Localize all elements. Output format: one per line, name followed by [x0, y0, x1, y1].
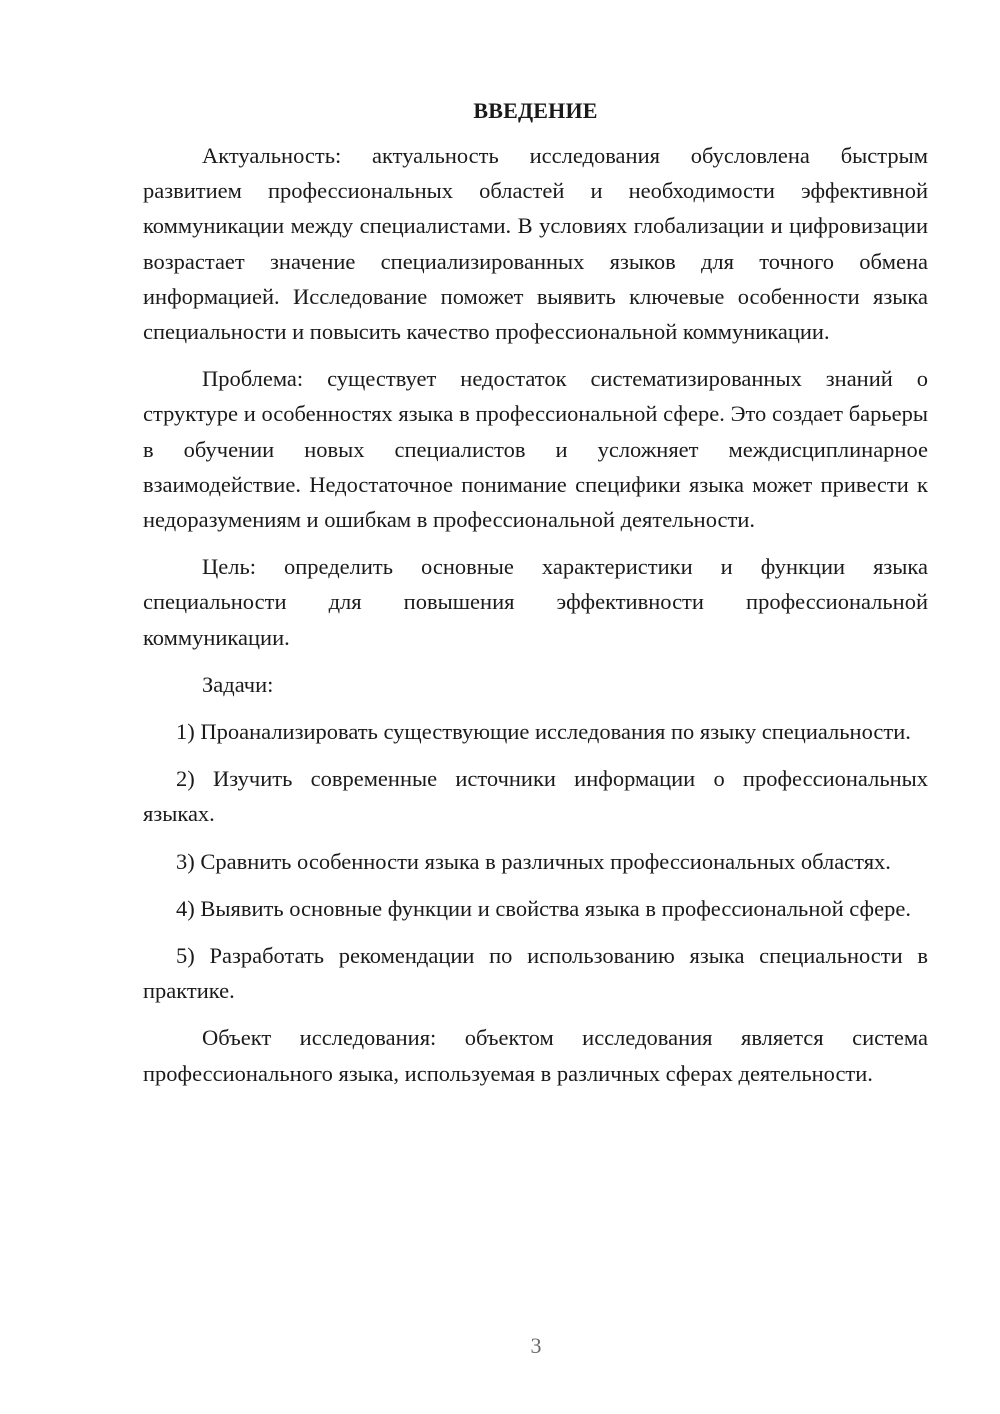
page-title: ВВЕДЕНИЕ — [473, 98, 598, 123]
task-item-5: 5) Разработать рекомендации по использованию языка специальности в практике. — [143, 943, 928, 1004]
paragraph-object: Объект исследования: объектом исследования является система профессионального языка, используемая в различных сферах деятельности. — [143, 1025, 928, 1086]
tasks-heading: Задачи: — [202, 671, 274, 697]
paragraph-relevance: Актуальность: актуальность исследования обусловлена быстрым развитием профессиональных областей и необходимости эффективной коммуникации между специалистами. В условиях глобализации и цифровизации возрастает значение специализированных языков для точного обмена информацией. Исследование поможет выявить ключевые особенности языка специальности и повысить качество профессиональной коммуникации. — [143, 143, 928, 345]
task-item-4: 4) Выявить основные функции и свойства языка в профессиональной сфере. — [176, 895, 911, 921]
task-item-3: 3) Сравнить особенности языка в различных профессиональных областях. — [176, 848, 891, 874]
task-item-1: 1) Проанализировать существующие исследования по языку специальности. — [176, 719, 911, 745]
page-number: 3 — [530, 1333, 542, 1358]
task-item-2: 2) Изучить современные источники информации о профессиональных языках. — [143, 766, 928, 827]
paragraph-goal: Цель: определить основные характеристики и функции языка специальности для повышения эффективности профессиональной коммуникации. — [143, 554, 928, 650]
paragraph-problem: Проблема: существует недостаток систематизированных знаний о структуре и особенностях языка в профессиональной сфере. Это создает барьеры в обучении новых специалистов и усложняет междисциплинарное взаимодействие. Недостаточное понимание специфики языка может привести к недоразумениям и ошибкам в профессиональной деятельности. — [143, 366, 928, 533]
page-content — [143, 96, 928, 1103]
